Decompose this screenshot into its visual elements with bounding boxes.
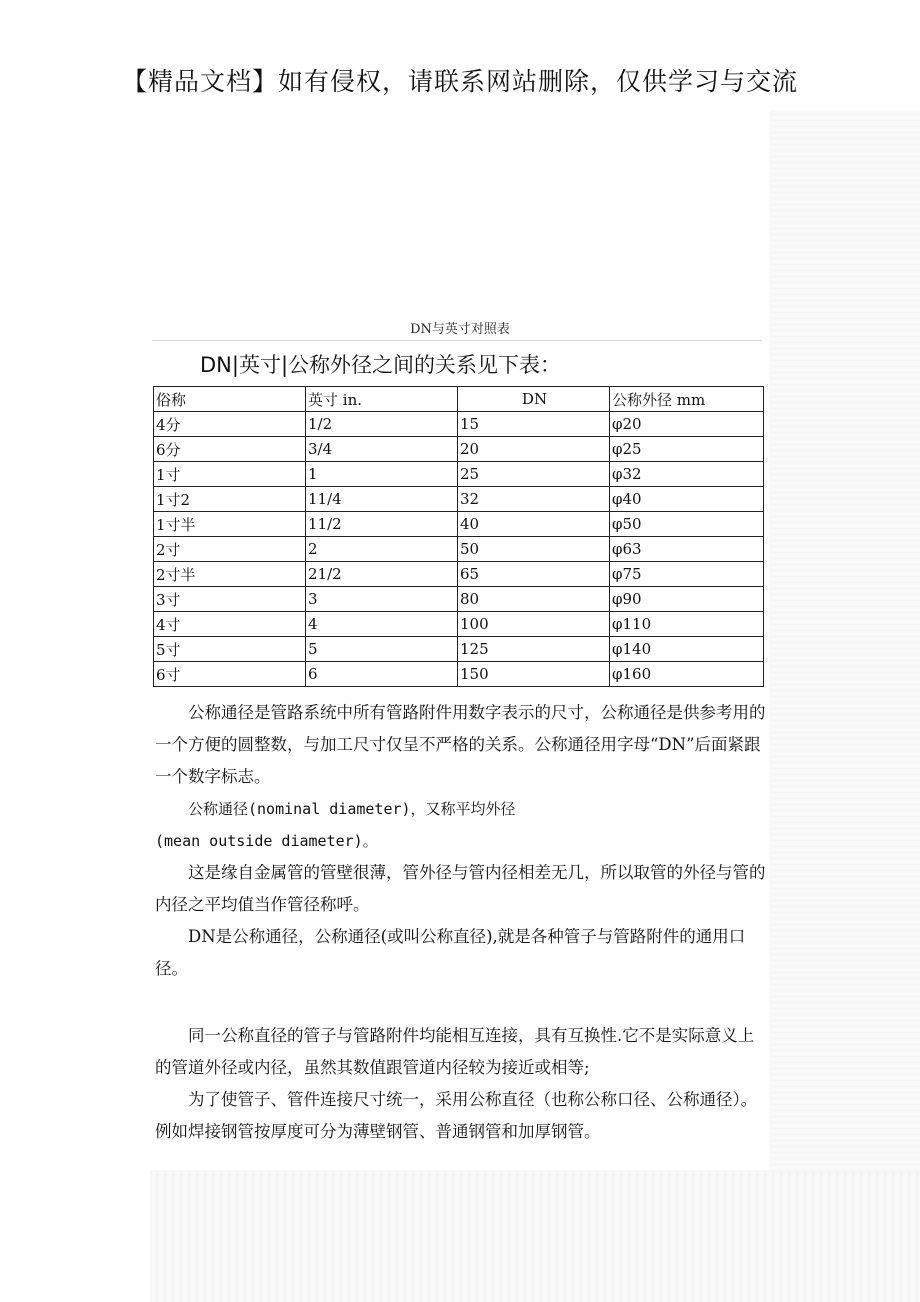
cell-common-name: 1寸 [154,462,306,487]
cell-outer-diameter: φ20 [610,412,764,437]
cell-inch: 3 [306,587,458,612]
cell-outer-diameter: φ140 [610,637,764,662]
table-row [154,662,764,687]
col-header-common-name: 俗称 [154,387,306,412]
cell-inch: 11/2 [306,512,458,537]
cell-common-name: 4寸 [154,612,306,637]
table-body [154,412,764,687]
scan-shading-right [770,110,920,1170]
cell-dn: 100 [458,612,610,637]
cell-dn: 125 [458,637,610,662]
table-row [154,537,764,562]
cell-common-name: 1寸半 [154,512,306,537]
table-row [154,612,764,637]
paragraph-nominal-diameter-definition: 公称通径是管路系统中所有管路附件用数字表示的尺寸，公称通径是供参考用的一个方便的圆整数，与加工尺寸仅呈不严格的关系。公称通径用字母“DN”后面紧跟一个数字标志。 [155,703,766,786]
cell-common-name: 3寸 [154,587,306,612]
table-row [154,462,764,487]
table-row [154,637,764,662]
table-row [154,437,764,462]
cell-dn: 65 [458,562,610,587]
cell-dn: 15 [458,412,610,437]
cell-common-name: 6分 [154,437,306,462]
cell-outer-diameter: φ110 [610,612,764,637]
body-text-2 [155,1020,770,1148]
paragraph-nominal-diameter-english [155,793,770,825]
table-row [154,562,764,587]
table-row [154,412,764,437]
cell-outer-diameter: φ90 [610,587,764,612]
table-row [154,487,764,512]
cell-inch: 1/2 [306,412,458,437]
dn-conversion-table [153,386,764,687]
col-header-dn: DN [458,387,610,412]
cell-common-name: 4分 [154,412,306,437]
cell-dn: 32 [458,487,610,512]
col-header-inch: 英寸 in. [306,387,458,412]
cell-outer-diameter: φ25 [610,437,764,462]
paragraph-unified-size: 为了使管子、管件连接尺寸统一，采用公称直径（也称公称口径、公称通径）。例如焊接钢管按厚度可分为薄壁钢管、普通钢管和加厚钢管。 [155,1090,758,1141]
cell-inch: 1 [306,462,458,487]
cell-inch: 21/2 [306,562,458,587]
cell-dn: 50 [458,537,610,562]
document-title: DN与英寸对照表 [410,322,510,337]
cell-common-name: 2寸半 [154,562,306,587]
paragraph-dn-meaning: DN是公称通径，公称通径(或叫公称直径),就是各种管子与管路附件的通用口径。 [155,927,746,978]
table-header-row [154,387,764,412]
cell-dn: 20 [458,437,610,462]
cell-inch: 11/4 [306,487,458,512]
cell-inch: 5 [306,637,458,662]
cell-dn: 40 [458,512,610,537]
cell-dn: 150 [458,662,610,687]
cell-common-name: 5寸 [154,637,306,662]
title-divider [152,340,762,341]
cell-inch: 2 [306,537,458,562]
cell-inch: 3/4 [306,437,458,462]
table-row [154,587,764,612]
paragraph-mean-outside-diameter [155,825,770,857]
col-header-outer-diameter: 公称外径 mm [610,387,764,412]
table-heading: DN|英寸|公称外径之间的关系见下表： [200,353,562,377]
body-text [155,697,770,985]
cell-outer-diameter: φ160 [610,662,764,687]
cell-inch: 6 [306,662,458,687]
cell-common-name: 1寸2 [154,487,306,512]
cell-outer-diameter: φ40 [610,487,764,512]
scan-shading-bottom [150,1170,920,1302]
cell-outer-diameter: φ50 [610,512,764,537]
cell-common-name: 6寸 [154,662,306,687]
paragraph-english-term-2: (mean outside diameter)。 [155,832,378,850]
table-row [154,512,764,537]
cell-inch: 4 [306,612,458,637]
cell-outer-diameter: φ32 [610,462,764,487]
page-header: 【精品文档】如有侵权，请联系网站删除，仅供学习与交流 [121,67,798,96]
cell-outer-diameter: φ63 [610,537,764,562]
cell-dn: 80 [458,587,610,612]
paragraph-english-term-1: 公称通径(nominal diameter)，又称平均外径 [188,800,516,818]
cell-common-name: 2寸 [154,537,306,562]
paragraph-thin-wall-explanation: 这是缘自金属管的管壁很薄，管外径与管内径相差无几，所以取管的外径与管的内径之平均值当作管径称呼。 [155,863,766,914]
paragraph-interchangeability: 同一公称直径的管子与管路附件均能相互连接，具有互换性.它不是实际意义上的管道外径或内径，虽然其数值跟管道内径较为接近或相等; [155,1026,755,1077]
cell-outer-diameter: φ75 [610,562,764,587]
cell-dn: 25 [458,462,610,487]
